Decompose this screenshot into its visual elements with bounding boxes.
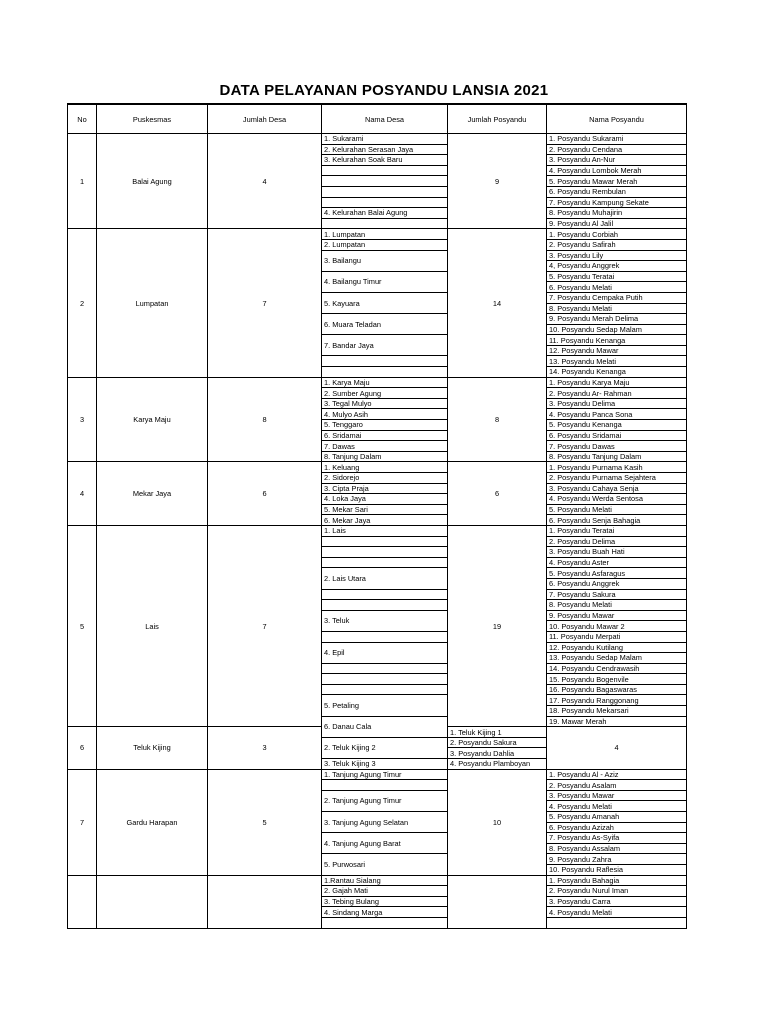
- cell-nama-desa: 4. Bailangu Timur: [322, 271, 448, 292]
- cell-nama-desa: 5. Kayuara: [322, 292, 448, 313]
- cell-no: 5: [68, 525, 97, 726]
- header-nama-posyandu: Nama Posyandu: [547, 104, 687, 134]
- cell-nama-desa: 3. Cipta Praja: [322, 483, 448, 494]
- cell-puskesmas: Teluk Kijing: [97, 727, 208, 769]
- cell-nama-posyandu: 19. Mawar Merah: [547, 716, 687, 727]
- cell-nama-desa: 1. Sukarami: [322, 134, 448, 145]
- cell-nama-desa: [322, 589, 448, 600]
- cell-jumlah-desa: 7: [208, 229, 322, 377]
- cell-nama-posyandu: 8. Posyandu Muhajirin: [547, 208, 687, 219]
- cell-nama-posyandu: 10. Posyandu Raflesia: [547, 864, 687, 875]
- cell-nama-desa: [322, 780, 448, 791]
- cell-nama-desa: 3. Teluk Kijing 3: [322, 759, 448, 770]
- cell-nama-posyandu: 17. Posyandu Ranggonang: [547, 695, 687, 706]
- cell-jumlah-posyandu: 10: [448, 769, 547, 875]
- cell-nama-posyandu: 1. Posyandu Sukarami: [547, 134, 687, 145]
- cell-puskesmas: Karya Maju: [97, 377, 208, 462]
- cell-nama-posyandu: 8. Posyandu Tanjung Dalam: [547, 451, 687, 462]
- cell-nama-posyandu: 6. Posyandu Rembulan: [547, 186, 687, 197]
- cell-nama-posyandu: 3. Posyandu Buah Hati: [547, 547, 687, 558]
- cell-no: 4: [68, 462, 97, 526]
- cell-no: [68, 875, 97, 928]
- cell-jumlah-desa: 7: [208, 525, 322, 726]
- cell-nama-posyandu: 7. Posyandu Cempaka Putih: [547, 292, 687, 303]
- cell-nama-posyandu: 7. Posyandu As-Syifa: [547, 833, 687, 844]
- cell-no: 2: [68, 229, 97, 377]
- cell-nama-posyandu: 4. Posyandu Melati: [547, 801, 687, 812]
- cell-nama-desa: 1. Teluk Kijing 1: [448, 727, 547, 738]
- cell-nama-desa: 1. Keluang: [322, 462, 448, 473]
- cell-nama-desa: 1. Lais: [322, 525, 448, 536]
- cell-nama-desa: 4. Mulyo Asih: [322, 409, 448, 420]
- cell-nama-desa: [322, 674, 448, 685]
- cell-nama-posyandu: 2. Posyandu Cendana: [547, 144, 687, 155]
- cell-nama-posyandu: 15. Posyandu Bogenvile: [547, 674, 687, 685]
- cell-puskesmas: Lumpatan: [97, 229, 208, 377]
- cell-nama-posyandu: 8. Posyandu Melati: [547, 600, 687, 611]
- cell-nama-posyandu: 4. Posyandu Aster: [547, 557, 687, 568]
- cell-nama-desa: 2. Lumpatan: [322, 239, 448, 250]
- cell-nama-desa: 4. Kelurahan Balai Agung: [322, 208, 448, 219]
- cell-nama-desa: 1. Lumpatan: [322, 229, 448, 240]
- cell-nama-desa: [322, 176, 448, 187]
- cell-nama-desa: [322, 197, 448, 208]
- cell-nama-posyandu: 9. Posyandu Zahra: [547, 854, 687, 865]
- cell-nama-desa: [322, 557, 448, 568]
- table-row: [68, 875, 687, 886]
- cell-nama-desa: 4. Sindang Marga: [322, 907, 448, 918]
- cell-puskesmas: Mekar Jaya: [97, 462, 208, 526]
- cell-nama-posyandu: 4. Posyandu Lombok Merah: [547, 165, 687, 176]
- cell-no: 7: [68, 769, 97, 875]
- cell-nama-desa: 1. Tanjung Agung Timur: [322, 769, 448, 780]
- cell-nama-posyandu: 2. Posyandu Nurul Iman: [547, 886, 687, 897]
- cell-nama-desa: 2. Tanjung Agung Timur: [322, 790, 448, 811]
- cell-nama-posyandu: 11. Posyandu Kenanga: [547, 335, 687, 346]
- cell-nama-desa: 6. Muara Teladan: [322, 314, 448, 335]
- cell-nama-desa: [322, 356, 448, 367]
- cell-nama-posyandu: 6. Posyandu Anggrek: [547, 578, 687, 589]
- cell-puskesmas: [97, 875, 208, 928]
- cell-nama-posyandu: 9. Posyandu Merah Delima: [547, 314, 687, 325]
- cell-nama-posyandu: 10. Posyandu Sedap Malam: [547, 324, 687, 335]
- cell-nama-posyandu: 9. Posyandu Mawar: [547, 610, 687, 621]
- cell-nama-desa: 3. Tebing Bulang: [322, 896, 448, 907]
- cell-jumlah-posyandu: 14: [448, 229, 547, 377]
- cell-nama-desa: 2. Kelurahan Serasan Jaya: [322, 144, 448, 155]
- cell-nama-posyandu: 13. Posyandu Sedap Malam: [547, 653, 687, 664]
- table-row: [68, 462, 687, 473]
- cell-nama-posyandu: 5. Posyandu Teratai: [547, 271, 687, 282]
- cell-puskesmas: Lais: [97, 525, 208, 726]
- cell-nama-posyandu: 3. Posyandu Carra: [547, 896, 687, 907]
- table-row: [68, 134, 687, 145]
- cell-nama-posyandu: 12. Posyandu Kutilang: [547, 642, 687, 653]
- cell-nama-posyandu: 4. Posyandu Werda Sentosa: [547, 494, 687, 505]
- cell-no: 3: [68, 377, 97, 462]
- cell-nama-desa: 6. Sridamai: [322, 430, 448, 441]
- cell-nama-posyandu: 5. Posyandu Melati: [547, 504, 687, 515]
- cell-nama-desa: [322, 165, 448, 176]
- cell-nama-posyandu: 2. Posyandu Purnama Sejahtera: [547, 473, 687, 484]
- cell-nama-posyandu: 1. Posyandu Corbiah: [547, 229, 687, 240]
- cell-nama-desa: 7. Dawas: [322, 441, 448, 452]
- cell-nama-desa: 2. Lais Utara: [322, 568, 448, 589]
- cell-nama-posyandu: 7. Posyandu Dawas: [547, 441, 687, 452]
- cell-jumlah-desa: 4: [208, 134, 322, 229]
- cell-nama-posyandu: [547, 917, 687, 928]
- posyandu-table: [67, 103, 687, 929]
- cell-nama-desa: 5. Petaling: [322, 695, 448, 716]
- cell-nama-posyandu: 5. Posyandu Kenanga: [547, 420, 687, 431]
- cell-nama-desa: [322, 684, 448, 695]
- cell-nama-posyandu: 9. Posyandu Al Jalil: [547, 218, 687, 229]
- cell-nama-desa: [322, 547, 448, 558]
- cell-nama-desa: [322, 186, 448, 197]
- cell-puskesmas: Gardu Harapan: [97, 769, 208, 875]
- page-title: DATA PELAYANAN POSYANDU LANSIA 2021: [219, 82, 549, 99]
- cell-nama-desa: [322, 917, 448, 928]
- cell-nama-posyandu: 8. Posyandu Assalam: [547, 843, 687, 854]
- table-row: [68, 377, 687, 388]
- cell-nama-desa: 4. Loka Jaya: [322, 494, 448, 505]
- header-jumlah-posyandu: Jumlah Posyandu: [448, 104, 547, 134]
- cell-nama-posyandu: 16. Posyandu Bagaswaras: [547, 684, 687, 695]
- cell-nama-posyandu: 6. Posyandu Azizah: [547, 822, 687, 833]
- table-row: [68, 229, 687, 240]
- cell-nama-posyandu: 4. Posyandu Plamboyan: [448, 759, 547, 770]
- cell-nama-posyandu: 3. Posyandu Dahlia: [448, 748, 547, 759]
- header-no: No: [68, 104, 97, 134]
- cell-nama-desa: 3. Teluk: [322, 610, 448, 631]
- cell-no: 6: [68, 727, 97, 769]
- cell-nama-posyandu: 4. Posyandu Panca Sona: [547, 409, 687, 420]
- cell-nama-posyandu: 4, Posyandu Anggrek: [547, 261, 687, 272]
- cell-jumlah-desa: 3: [208, 727, 322, 769]
- cell-nama-posyandu: 5. Posyandu Mawar Merah: [547, 176, 687, 187]
- cell-nama-desa: 5. Purwosari: [322, 854, 448, 875]
- cell-nama-posyandu: 4. Posyandu Melati: [547, 907, 687, 918]
- cell-jumlah-desa: 5: [208, 769, 322, 875]
- table-row: [68, 769, 687, 780]
- cell-jumlah-posyandu: 8: [448, 377, 547, 462]
- cell-nama-posyandu: 1. Posyandu Purnama Kasih: [547, 462, 687, 473]
- cell-nama-desa: 3. Kelurahan Soak Baru: [322, 155, 448, 166]
- cell-nama-posyandu: 3. Posyandu Mawar: [547, 790, 687, 801]
- cell-nama-desa: 1.Rantau Sialang: [322, 875, 448, 886]
- cell-nama-posyandu: 6. Posyandu Senja Bahagia: [547, 515, 687, 526]
- cell-nama-posyandu: 14. Posyandu Kenanga: [547, 367, 687, 378]
- header-nama-desa: Nama Desa: [322, 104, 448, 134]
- cell-nama-desa: 4. Epil: [322, 642, 448, 663]
- cell-nama-desa: [322, 631, 448, 642]
- table-header-row: [68, 104, 687, 134]
- cell-nama-posyandu: 6. Posyandu Melati: [547, 282, 687, 293]
- cell-nama-desa: 3. Bailangu: [322, 250, 448, 271]
- cell-nama-desa: 6. Mekar Jaya: [322, 515, 448, 526]
- cell-nama-desa: 2. Sidorejo: [322, 473, 448, 484]
- cell-nama-posyandu: 5. Posyandu Amanah: [547, 812, 687, 823]
- cell-nama-desa: 6. Danau Cala: [322, 716, 448, 737]
- cell-nama-posyandu: 7. Posyandu Kampung Sekate: [547, 197, 687, 208]
- cell-nama-desa: [322, 600, 448, 611]
- cell-nama-posyandu: 2. Posyandu Safirah: [547, 239, 687, 250]
- cell-nama-desa: 5. Mekar Sari: [322, 504, 448, 515]
- cell-nama-desa: [322, 536, 448, 547]
- cell-nama-desa: 7. Bandar Jaya: [322, 335, 448, 356]
- header-puskesmas: Puskesmas: [97, 104, 208, 134]
- cell-nama-desa: [322, 663, 448, 674]
- cell-nama-posyandu: 12. Posyandu Mawar: [547, 345, 687, 356]
- cell-puskesmas: Balai Agung: [97, 134, 208, 229]
- cell-nama-posyandu: 1. Posyandu Al - Aziz: [547, 769, 687, 780]
- cell-nama-desa: 5. Tenggaro: [322, 420, 448, 431]
- cell-jumlah-posyandu: 9: [448, 134, 547, 229]
- cell-nama-posyandu: 13. Posyandu Melati: [547, 356, 687, 367]
- cell-nama-desa: 4. Tanjung Agung Barat: [322, 833, 448, 854]
- cell-nama-desa: 3. Tanjung Agung Selatan: [322, 812, 448, 833]
- cell-nama-posyandu: 5. Posyandu Asfaragus: [547, 568, 687, 579]
- cell-nama-posyandu: 3. Posyandu Cahaya Senja: [547, 483, 687, 494]
- cell-nama-desa: [322, 367, 448, 378]
- cell-nama-posyandu: 1. Posyandu Bahagia: [547, 875, 687, 886]
- cell-nama-posyandu: 7. Posyandu Sakura: [547, 589, 687, 600]
- cell-nama-posyandu: 10. Posyandu Mawar 2: [547, 621, 687, 632]
- cell-nama-posyandu: 2. Posyandu Sakura: [448, 737, 547, 748]
- cell-jumlah-desa: [208, 875, 322, 928]
- cell-nama-posyandu: 1. Posyandu Karya Maju: [547, 377, 687, 388]
- cell-jumlah-desa: 8: [208, 377, 322, 462]
- cell-nama-posyandu: 3. Posyandu Lily: [547, 250, 687, 261]
- cell-nama-posyandu: 11. Posyandu Merpati: [547, 631, 687, 642]
- cell-nama-desa: 2. Gajah Mati: [322, 886, 448, 897]
- cell-nama-posyandu: 1. Posyandu Teratai: [547, 525, 687, 536]
- posyandu-table-sheet: [67, 103, 687, 943]
- cell-jumlah-posyandu: 19: [448, 525, 547, 726]
- cell-jumlah-posyandu: [448, 875, 547, 928]
- cell-jumlah-desa: 6: [208, 462, 322, 526]
- cell-jumlah-posyandu: 4: [547, 727, 687, 769]
- table-row: [68, 525, 687, 536]
- cell-nama-posyandu: 3. Posyandu Delima: [547, 398, 687, 409]
- cell-nama-posyandu: 2. Posyandu Asalam: [547, 780, 687, 791]
- cell-nama-desa: 8. Tanjung Dalam: [322, 451, 448, 462]
- cell-nama-posyandu: 6. Posyandu Sridamai: [547, 430, 687, 441]
- cell-no: 1: [68, 134, 97, 229]
- cell-nama-posyandu: 3. Posyandu An-Nur: [547, 155, 687, 166]
- table-body: [68, 134, 687, 929]
- cell-nama-posyandu: 8. Posyandu Melati: [547, 303, 687, 314]
- header-jumlah-desa: Jumlah Desa: [208, 104, 322, 134]
- cell-jumlah-posyandu: 6: [448, 462, 547, 526]
- cell-nama-desa: 3. Tegal Mulyo: [322, 398, 448, 409]
- cell-nama-desa: 2. Sumber Agung: [322, 388, 448, 399]
- cell-nama-desa: 2. Teluk Kijing 2: [322, 737, 448, 758]
- cell-nama-desa: 1. Karya Maju: [322, 377, 448, 388]
- cell-nama-posyandu: 14. Posyandu Cendrawasih: [547, 663, 687, 674]
- cell-nama-posyandu: 18. Posyandu Mekarsari: [547, 706, 687, 717]
- cell-nama-posyandu: 2. Posyandu Ar- Rahman: [547, 388, 687, 399]
- cell-nama-desa: [322, 218, 448, 229]
- cell-nama-posyandu: 2. Posyandu Delima: [547, 536, 687, 547]
